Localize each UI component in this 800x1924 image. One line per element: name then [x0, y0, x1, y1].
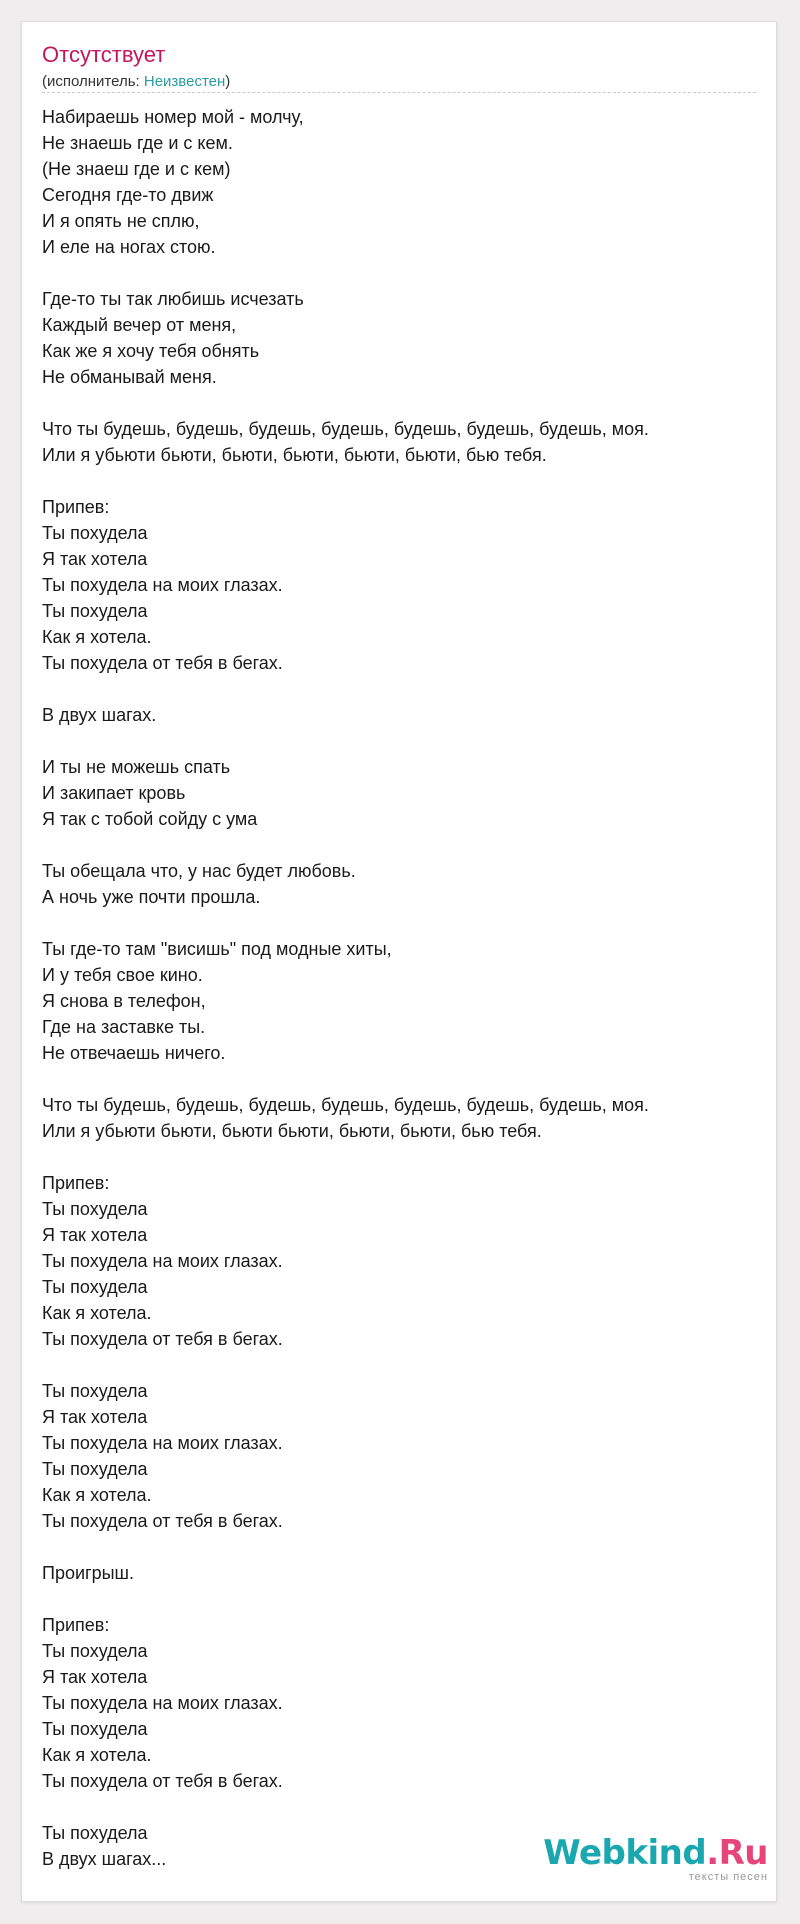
artist-suffix: ) [225, 73, 231, 90]
lyric-line: Ты похудела от тебя в бегах. [42, 1329, 283, 1349]
lyric-spacer [42, 676, 762, 702]
lyric-line: Я так хотела [42, 1225, 148, 1245]
lyric-line: Ты похудела на моих глазах. [42, 575, 283, 595]
lyric-spacer [42, 1534, 762, 1560]
lyric-line: Припев: [42, 497, 110, 517]
logo-tagline: тексты песен [688, 1871, 768, 1883]
lyric-spacer [42, 832, 762, 858]
lyric-line: Ты похудела [42, 1199, 148, 1219]
lyric-line: Ты похудела [42, 1719, 148, 1739]
artist-prefix: (исполнитель: [42, 73, 144, 90]
lyric-line: Я так хотела [42, 1667, 148, 1687]
lyric-line: Ты обещала что, у нас будет любовь. [42, 861, 356, 881]
lyric-line: Набираешь номер мой - молчу, [42, 107, 304, 127]
lyric-line: Как я хотела. [42, 1745, 152, 1765]
lyric-line: Проигрыш. [42, 1563, 134, 1583]
lyric-line: В двух шагах... [42, 1849, 167, 1869]
site-logo[interactable] [543, 1833, 768, 1883]
lyric-line: Ты где-то там "висишь" под модные хиты, [42, 939, 392, 959]
lyric-line: Ты похудела [42, 601, 148, 621]
lyric-line: Ты похудела [42, 523, 148, 543]
lyric-line: Ты похудела на моих глазах. [42, 1251, 283, 1271]
lyric-line: Ты похудела на моих глазах. [42, 1693, 283, 1713]
lyric-line: А ночь уже почти прошла. [42, 887, 261, 907]
lyric-spacer [42, 260, 762, 286]
lyric-line: Ты похудела от тебя в бегах. [42, 1771, 283, 1791]
artist-line [42, 73, 230, 90]
lyric-line: Или я убьюти бьюти, бьюти бьюти, бьюти, бьюти, бью тебя. [42, 1121, 542, 1141]
lyric-line: Не знаешь где и с кем. [42, 133, 233, 153]
lyric-line: Ты похудела [42, 1277, 148, 1297]
lyric-line: Я снова в телефон, [42, 991, 206, 1011]
lyric-line: Что ты будешь, будешь, будешь, будешь, будешь, будешь, будешь, моя. [42, 419, 649, 439]
lyric-line: Как я хотела. [42, 1485, 152, 1505]
lyric-line: Ты похудела от тебя в бегах. [42, 653, 283, 673]
lyrics-card [21, 21, 777, 1902]
lyric-spacer [42, 390, 762, 416]
lyric-line: И у тебя свое кино. [42, 965, 203, 985]
lyric-line: И еле на ногах стою. [42, 237, 216, 257]
lyric-line: Или я убьюти бьюти, бьюти, бьюти, бьюти, бьюти, бью тебя. [42, 445, 547, 465]
lyric-spacer [42, 728, 762, 754]
lyric-line: Где на заставке ты. [42, 1017, 206, 1037]
lyric-line: Как я хотела. [42, 627, 152, 647]
logo-tld: .Ru [706, 1833, 768, 1873]
lyric-spacer [42, 1794, 762, 1820]
lyric-spacer [42, 910, 762, 936]
logo-wordmark [543, 1833, 768, 1873]
lyric-line: Где-то ты так любишь исчезать [42, 289, 304, 309]
lyric-spacer [42, 1066, 762, 1092]
lyrics-text [42, 104, 762, 1872]
artist-link[interactable]: Неизвестен [143, 73, 226, 90]
lyric-line: Сегодня где-то движ [42, 185, 214, 205]
lyric-line: Что ты будешь, будешь, будешь, будешь, будешь, будешь, будешь, моя. [42, 1095, 649, 1115]
logo-brand: Webkind [543, 1833, 707, 1873]
lyric-line: Не обманывай меня. [42, 367, 217, 387]
lyric-line: Ты похудела [42, 1641, 148, 1661]
lyric-line: И закипает кровь [42, 783, 186, 803]
song-title: Отсутствует [42, 42, 166, 67]
lyric-line: Как же я хочу тебя обнять [42, 341, 260, 361]
lyric-spacer [42, 1144, 762, 1170]
lyric-line: Ты похудела [42, 1459, 148, 1479]
lyric-spacer [42, 468, 762, 494]
lyric-line: Я так хотела [42, 549, 148, 569]
lyric-spacer [42, 1352, 762, 1378]
lyric-line: И я опять не сплю, [42, 211, 200, 231]
lyric-line: Ты похудела [42, 1823, 148, 1843]
lyric-spacer [42, 1586, 762, 1612]
lyric-line: Ты похудела [42, 1381, 148, 1401]
lyric-line: Как я хотела. [42, 1303, 152, 1323]
lyric-line: В двух шагах. [42, 705, 157, 725]
lyric-line: Каждый вечер от меня, [42, 315, 237, 335]
lyric-line: Ты похудела на моих глазах. [42, 1433, 283, 1453]
lyric-line: И ты не можешь спать [42, 757, 231, 777]
lyric-line: Припев: [42, 1615, 110, 1635]
lyric-line: Припев: [42, 1173, 110, 1193]
lyric-line: Я так с тобой сойду с ума [42, 809, 258, 829]
lyric-line: Не отвечаешь ничего. [42, 1043, 226, 1063]
lyric-line: Я так хотела [42, 1407, 148, 1427]
title-divider [42, 92, 756, 93]
lyric-line: (Не знаеш где и с кем) [42, 159, 231, 179]
lyric-line: Ты похудела от тебя в бегах. [42, 1511, 283, 1531]
